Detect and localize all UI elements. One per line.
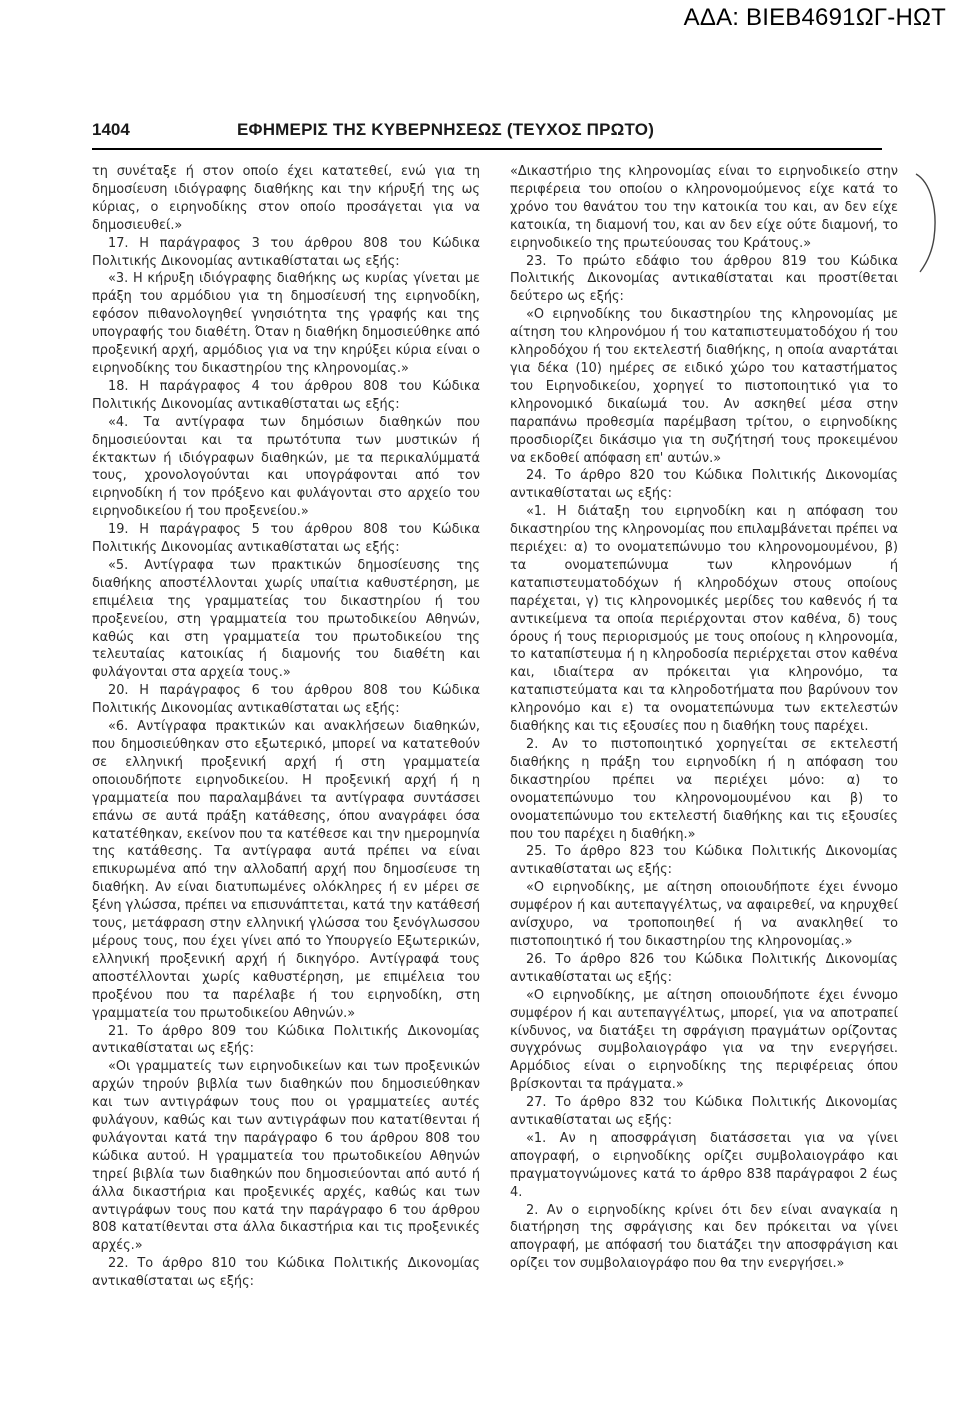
left-column bbox=[92, 163, 480, 1291]
paragraph: «Ο ειρηνοδίκης, με αίτηση οποιουδήποτε έχει έννομο συμφέρον ή και αυτεπαγγέλτως, να αφαιρεθεί, να κηρυχθεί ανίσχυρο, να τροποποιηθεί ή να ανακληθεί το πιστοποιητικό ή του δικαστηρίου της κληρονομίας.» bbox=[510, 880, 898, 949]
paragraph: 22. Το άρθρο 810 του Κώδικα Πολιτικής Δικονομίας αντικαθίσταται ως εξής: bbox=[92, 1256, 480, 1290]
paragraph: «1. Αν η αποσφράγιση διατάσσεται για να γίνει απογραφή, ο ειρηνοδίκης ορίζει συμβολαιογράφο και πραγματογνώμονες κατά το άρθρο 838 παράγραφοι 2 έως 4. bbox=[510, 1130, 898, 1200]
header-rule bbox=[92, 148, 882, 150]
paragraph: 26. Το άρθρο 826 του Κώδικα Πολιτικής Δικονομίας αντικαθίσταται ως εξής: bbox=[510, 951, 898, 985]
paragraph: 24. Το άρθρο 820 του Κώδικα Πολιτικής Δικονομίας αντικαθίσταται ως εξής: bbox=[510, 468, 898, 502]
paragraph: 20. Η παράγραφος 6 του άρθρου 808 του Κώδικα Πολιτικής Δικονομίας αντικαθίσταται ως εξής: bbox=[92, 683, 480, 717]
page-number: 1404 bbox=[92, 120, 130, 139]
paragraph: 2. Αν ο ειρηνοδίκης κρίνει ότι δεν είναι αναγκαία η διατήρηση της σφράγισης και δεν πρόκειται να γίνει απογραφή, με απόφασή του διατάζει την αποσφράγιση και ορίζει τον συμβολαιογράφο που θα την ενεργήσει.» bbox=[510, 1202, 898, 1272]
paragraph: «Ο ειρηνοδίκης του δικαστηρίου της κληρονομίας με αίτηση του κληρονόμου ή του καταπιστευματοδόχου ή του κληροδόχου ή του εκτελεστή διαθήκης, η οποία αναρτάται για δέκα (10) ημέρες σε ειδικό χώρο του καταστήματος του Ειρηνοδικείου, χορηγεί το πιστοποιητικό για το κληρονομικό δικαίωμά του. Αν ασκηθεί μέσα στην παραπάνω προθεσμία παρέμβαση τρίτου, ο ειρηνοδίκης προσδιορίζει δικάσιμο για τη συζήτησή τους προκειμένου να εκδοθεί απόφαση επ' αυτών.» bbox=[510, 307, 898, 466]
paragraph: «6. Αντίγραφα πρακτικών και ανακλήσεων διαθηκών, που δημοσιεύθηκαν στο εξωτερικό, μπορεί να κατατεθούν σε ελληνική προξενική αρχή ή στη γραμματεία οποιουδήποτε ειρηνοδικείου. Η προξενική αρχή ή η γραμματεία που παραλαμβάνει τα αντίγραφα συντάσσει επάνω σε αυτά πράξη κατάθεσης, όπου αναγράφει όσα κατατέθηκαν, εκείνον που τα κατέθεσε και την ημερομηνία της κατάθεσης. Τα αντίγραφα αυτά πρέπει να είναι επικυρωμένα από την αλλοδαπή αρχή που δημοσίευσε τη διαθήκη. Αν είναι διατυπωμένες ολόκληρες ή εν μέρει σε ξένη γλώσσα, πρέπει να επισυνάπτεται, κατά την κατάθεσή τους, μετάφραση στην ελληνική γλώσσα του ξενόγλωσσου μέρους τους, που έχει γίνει από το Υπουργείο Εξωτερικών, ελληνική προξενική αρχή ή δικηγόρο. Αντίγραφά τους αποστέλλονται χωρίς καθυστέρηση, με επιμέλεια του προξένου που τα παρέλαβε ή του ειρηνοδίκη, στη γραμματεία του πρωτοδικείου Αθηνών.» bbox=[92, 719, 480, 1021]
paragraph: 17. Η παράγραφος 3 του άρθρου 808 του Κώδικα Πολιτικής Δικονομίας αντικαθίσταται ως εξής: bbox=[92, 235, 480, 269]
document-id: ΑΔΑ: ΒΙΕΒ4691ΩΓ-ΗΩΤ bbox=[683, 4, 946, 31]
paragraph: «3. Η κήρυξη ιδιόγραφης διαθήκης ως κυρίας γίνεται με πράξη του αρμόδιου για τη δημοσίευσή της ειρηνοδίκη, εφόσον πιθανολογηθεί γνησιότητα της γραφής και της υπογραφής του διαθέτη. Όταν η διαθήκη δημοσιεύθηκε από προξενική αρχή, αρμόδιος για να την κηρύξει κύρια είναι ο ειρηνοδίκης του δικαστηρίου της κληρονομίας.» bbox=[92, 271, 480, 376]
journal-title: ΕΦΗΜΕΡΙΣ ΤΗΣ ΚΥΒΕΡΝΗΣΕΩΣ (ΤΕΥΧΟΣ ΠΡΩΤΟ) bbox=[237, 120, 655, 139]
paragraph: 18. Η παράγραφος 4 του άρθρου 808 του Κώδικα Πολιτικής Δικονομίας αντικαθίσταται ως εξής: bbox=[92, 378, 480, 412]
paragraph: «1. Η διάταξη του ειρηνοδίκη και η απόφαση του δικαστηρίου της κληρονομίας που επιλαμβάνεται πρέπει να περιέχει: α) το ονοματεπώνυμο του κληρονομουμένου, β) τα ονοματεπώνυμα των κληρονόμων ή καταπιστευματοδόχων ή κληροδόχων στους οποίους παρέχεται, γ) τις κληρονομικές μερίδες του καθενός ή τα αντικείμενα τα οποία περιέρχονται στον καθένα, δ) τους όρους ή τους περιορισμούς με τους οποίους η κληρονομία, το καταπίστευμα ή η κληροδοσία περιέρχεται στον καθένα και, ιδιαίτερα αν πρόκειται για κληρονόμο, τα καταπιστεύματα και τα κληροδοτήματα που βαρύνουν τον κληρονόμο και ε) τα ονοματεπώνυμα των εκτελεστών διαθήκης και τις εξουσίες που η διαθήκη τους παρέχει. bbox=[510, 504, 898, 735]
paragraph: 27. Το άρθρο 832 του Κώδικα Πολιτικής Δικονομίας αντικαθίσταται ως εξής: bbox=[510, 1095, 898, 1129]
paragraph: «4. Τα αντίγραφα των δημόσιων διαθηκών που δημοσιεύονται και τα πρωτότυπα των μυστικών ή έκτακτων ή ιδιόγραφων διαθηκών, με τα περικαλύμματά τους, χρονολογούνται και υπογράφονται από τον ειρηνοδίκη ή τον πρόξενο και φυλάγονται στο αρχείο του ειρηνοδικείου ή του προξενείου.» bbox=[92, 414, 480, 520]
page-header bbox=[92, 120, 892, 146]
paragraph: 19. Η παράγραφος 5 του άρθρου 808 του Κώδικα Πολιτικής Δικονομίας αντικαθίσταται ως εξής: bbox=[92, 522, 480, 556]
paragraph: «Δικαστήριο της κληρονομίας είναι το ειρηνοδικείο στην περιφέρεια του οποίου ο κληρονομούμενος είχε κατά το χρόνο του θανάτου του την κατοικία του και, αν δεν είχε κατοικία, τη διαμονή του, και αν δεν είχε ούτε διαμονή, το ειρηνοδικείο της πρωτεύουσας του Κράτους.» bbox=[510, 164, 898, 251]
paragraph: «Ο ειρηνοδίκης, με αίτηση οποιουδήποτε έχει έννομο συμφέρον ή και αυτεπαγγέλτως, μπορεί, για να αποτραπεί κίνδυνος, να διατάξει τη σφράγιση πραγμάτων ορίζοντας συγχρόνως συμβολαιογράφο για να την ενεργήσει. Αρμόδιος είναι ο ειρηνοδίκης της περιφέρειας όπου βρίσκονται τα πράγματα.» bbox=[510, 987, 898, 1093]
paragraph: 23. Το πρώτο εδάφιο του άρθρου 819 του Κώδικα Πολιτικής Δικονομίας αντικαθίσταται και προστίθεται δεύτερο ως εξής: bbox=[510, 253, 898, 305]
paragraph: «5. Αντίγραφα των πρακτικών δημοσίευσης της διαθήκης αποστέλλονται χωρίς υπαίτια καθυστέρηση, με επιμέλεια της γραμματείας του δικαστηρίου ή του προξενείου, στη γραμματεία του πρωτοδικείου Αθηνών, καθώς και στη γραμματεία του πρωτοδικείου της τελευταίας κατοικίας ή διαμονής του διαθέτη και φυλάγονται στα αρχεία τους.» bbox=[92, 557, 480, 681]
paragraph: 25. Το άρθρο 823 του Κώδικα Πολιτικής Δικονομίας αντικαθίσταται ως εξής: bbox=[510, 844, 898, 878]
paragraph: «Οι γραμματείς των ειρηνοδικείων και των προξενικών αρχών τηρούν βιβλία των διαθηκών που δημοσιεύθηκαν και των αντιγράφων τους που οι γραμματείες αυτές φυλάγουν, καθώς και των αντιγράφων που κατατίθενται ή φυλάγονται κατά την παράγραφο 6 του άρθρου 808 του κώδικα αυτού. Η γραμματεία του πρωτοδικείου Αθηνών τηρεί βιβλία των διαθηκών που δημοσιεύονται από αυτό ή άλλα δικαστήρια και προξενικές αρχές, καθώς και των αντιγράφων τους που κατά την παράγραφο 6 του άρθρου 808 κατατίθενται στα άλλα δικαστήρια και τις προξενικές αρχές.» bbox=[92, 1059, 480, 1254]
paragraph: 21. Το άρθρο 809 του Κώδικα Πολιτικής Δικονομίας αντικαθίσταται ως εξής: bbox=[92, 1023, 480, 1057]
handwritten-margin-mark bbox=[908, 168, 948, 278]
right-column bbox=[510, 163, 898, 1273]
paragraph: 2. Αν το πιστοποιητικό χορηγείται σε εκτελεστή διαθήκης η πράξη του ειρηνοδίκη ή η απόφαση του δικαστηρίου πρέπει να περιέχει μόνο: α) το ονοματεπώνυμο του κληρονομουμένου και β) το ονοματεπώνυμο του εκτελεστή διαθήκης και τις εξουσίες που του παρέχει η διαθήκη.» bbox=[510, 737, 898, 842]
paragraph: τη συνέταξε ή στον οποίο έχει κατατεθεί, ενώ για τη δημοσίευση ιδιόγραφης διαθήκης και την κήρυξή της ως κύριας, ο ειρηνοδίκης στον οποίο προσάγεται για να δημοσιευθεί.» bbox=[92, 164, 480, 233]
